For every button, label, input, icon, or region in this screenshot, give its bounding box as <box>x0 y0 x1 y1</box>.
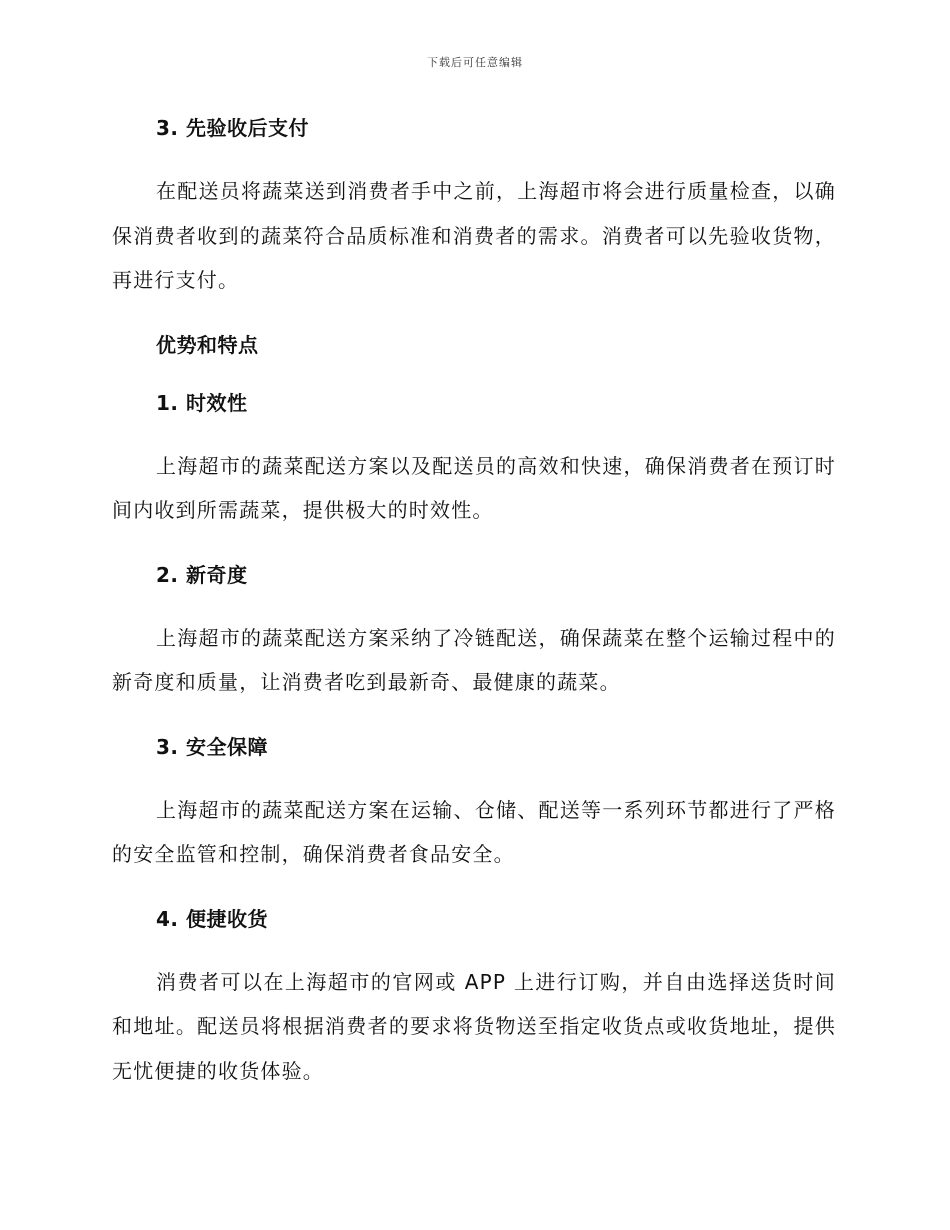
section-paragraph-pay-after-inspection: 在配送员将蔬菜送到消费者手中之前，上海超市将会进行质量检查，以确保消费者收到的蔬菜符合品质标准和消费者的需求。消费者可以先验收货物，再进行支付。 <box>112 179 836 292</box>
section-heading-safety: 3. 安全保障 <box>156 734 268 759</box>
page-header: 下载后可任意编辑 <box>427 56 523 69</box>
section-paragraph-safety: 上海超市的蔬菜配送方案在运输、仓储、配送等一系列环节都进行了严格的安全监管和控制，确保消费者食品安全。 <box>112 797 836 866</box>
section-paragraph-freshness: 上海超市的蔬菜配送方案采纳了冷链配送，确保蔬菜在整个运输过程中的新奇度和质量，让消费者吃到最新奇、最健康的蔬菜。 <box>112 625 836 694</box>
section-paragraph-timeliness: 上海超市的蔬菜配送方案以及配送员的高效和快速，确保消费者在预订时间内收到所需蔬菜，提供极大的时效性。 <box>112 453 836 522</box>
section-heading-pay-after-inspection: 3. 先验收后支付 <box>156 116 309 140</box>
document-body <box>112 112 836 1093</box>
section-heading-timeliness: 1. 时效性 <box>156 390 248 415</box>
section-heading-freshness: 2. 新奇度 <box>156 562 248 587</box>
section-heading-convenient-delivery: 4. 便捷收货 <box>156 906 268 931</box>
section-heading-advantages: 优势和特点 <box>156 332 259 357</box>
section-paragraph-convenient-delivery: 消费者可以在上海超市的官网或 APP 上进行订购，并自由选择送货时间和地址。配送员将根据消费者的要求将货物送至指定收货点或收货地址，提供无忧便捷的收货体验。 <box>112 969 836 1083</box>
